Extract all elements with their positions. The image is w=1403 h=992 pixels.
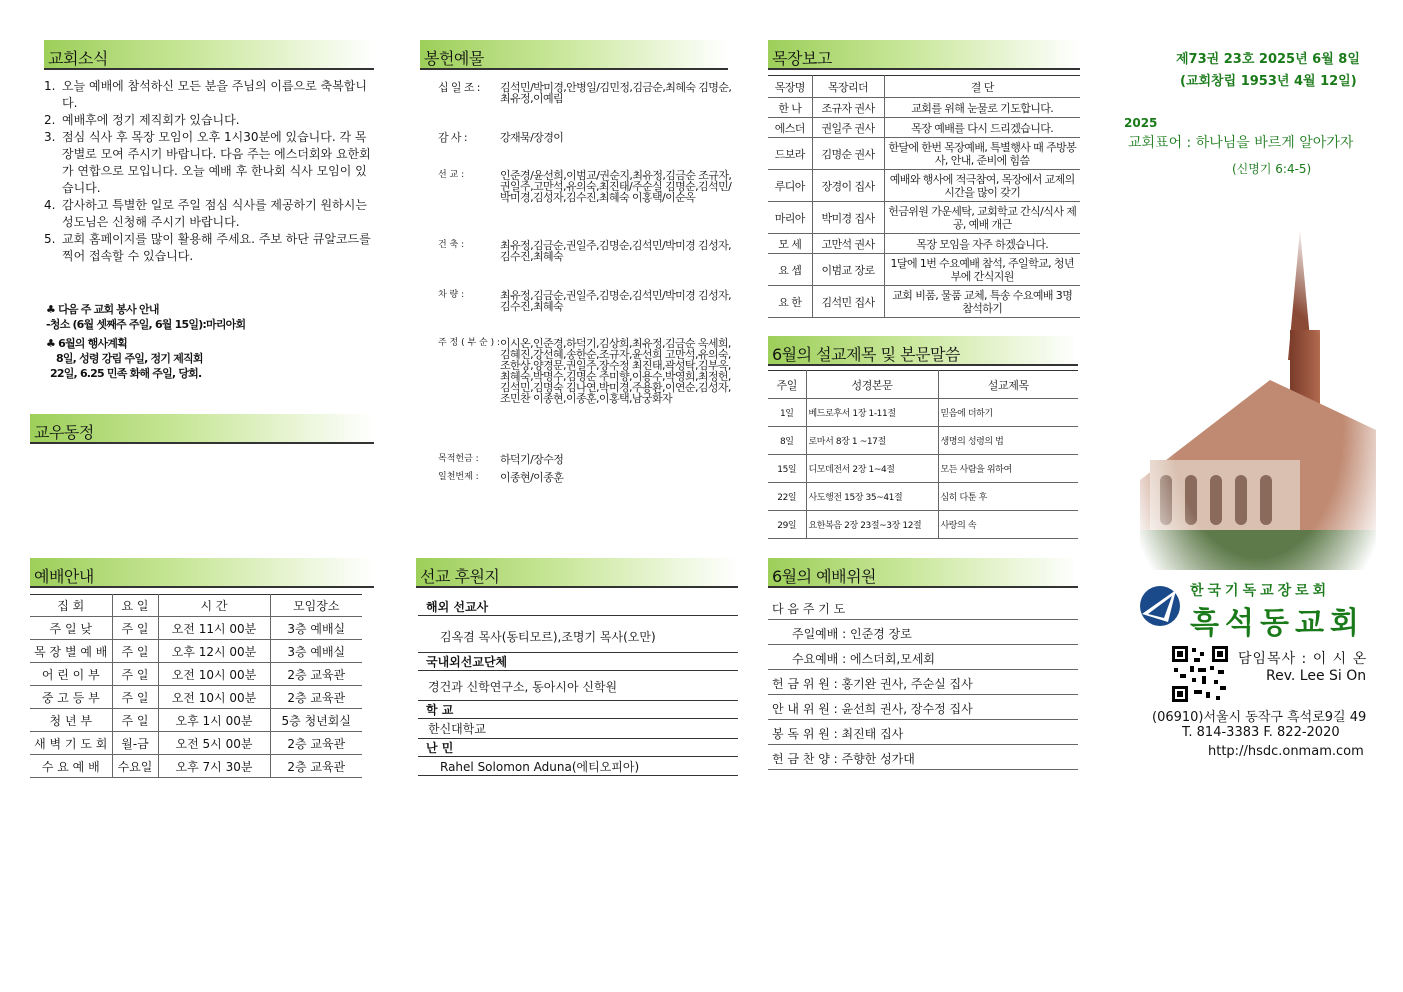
qr-code-icon xyxy=(1170,644,1230,704)
church-phone: T. 814-3383 F. 822-2020 xyxy=(1182,725,1340,740)
issue-line: 제73권 23호 2025년 6월 8일 xyxy=(1176,52,1360,67)
motto-year: 2025 xyxy=(1124,116,1158,130)
mission-header: 선교 후원지 xyxy=(416,558,738,588)
report-table: 목장명 목장리더 결 단 한 나 조규자 권사 교회를 위해 눈물로 기도합니다. 에스더 권일주 권사 목장 예배를 다시 드리겠습니다. 드보라 김명순 권사 한달에 한번 목장예배, 특별행사 때 주방봉사, 안내, 준비에 힘씀 루디아 장경이 집사 예배와 행사에 적극참여, 목장에서 교제의 시간을 많이 갖기 마리아 박미경 집사 헌금위원 가운세탁, 교회학교 간식/식사 제공, 예배 개근 모 세 고만석 권사 목장 모임을 자주 하겠습니다. 요 셉 이범교 장로 1달에 1번 수요예배 참석, 주일학교, 청년부에 간식지원 요 한 김석민 집사 교회 비품, 물품 교체, 특송 수요예배 3명 참석하기 xyxy=(768,75,1080,318)
news-item: 1. 오늘 예배에 참석하신 모든 분을 주님의 이름으로 축복합니다. xyxy=(44,79,367,110)
news-header: 교회소식 xyxy=(44,40,374,70)
news-item: 4. 감사하고 특별한 일로 주일 점심 식사를 제공하기 원하시는 성도님은 신청해 주시기 바랍니다. xyxy=(44,198,367,229)
denomination: 한국기독교장로회 xyxy=(1190,583,1331,599)
worship-header: 예배안내 xyxy=(30,558,374,588)
pastor-name-en: Rev. Lee Si On xyxy=(1266,668,1367,684)
church-website[interactable]: http://hsdc.onmam.com xyxy=(1208,744,1364,759)
news-item: 3. 점심 식사 후 목장 모임이 오후 1시30분에 있습니다. 각 목장별로 모여 주시기 바랍니다. 다음 주는 에스더회와 요한회가 연합으로 모입니다. 오늘 예배 후 한나회 식사 모임이 있습니다. xyxy=(44,130,371,195)
church-logo-icon xyxy=(1138,584,1182,628)
church-building-image xyxy=(1140,230,1376,590)
motto-text: 교회표어 : 하나님을 바르게 알아가자 xyxy=(1128,135,1354,151)
offering-header: 봉헌예물 xyxy=(420,40,728,70)
news-item: 2. 예배후에 정기 제직회가 있습니다. xyxy=(44,113,240,127)
committee-header: 6월의 예배위원 xyxy=(768,558,1078,588)
worship-table: 집 회 요 일 시 간 모임장소 주 일 낮 주 일 오전 11시 00분 3층 예배실 목 장 별 예 배 주 일 오후 12시 00분 3층 예배실 어 린 이 부 주 일 오전 10시 00분 2층 교육관 중 고 등 부 주 일 오전 10시 00분 2층 교육관 청 년 부 주 일 오후 1시 00분 5층 청년회실 새 벽 기 도 회 월-금 오전 5시 00분 2층 교육관 수 요 예 배 수요일 오후 7시 30분 2층 교육관 xyxy=(30,594,362,778)
sermon-header: 6월의 설교제목 및 본문말씀 xyxy=(768,336,1078,366)
pastor-name: 담임목사 : 이 시 온 xyxy=(1238,651,1368,667)
church-address: (06910)서울시 동작구 흑석로9길 49 xyxy=(1152,710,1367,725)
founding-line: (교회창립 1953년 4월 12일) xyxy=(1180,74,1357,89)
june-events: ♣ 6월의 행사계획 8일, 성령 강림 주일, 정기 제직회 22일, 6.25 민족 화해 주일, 당회. xyxy=(46,337,203,380)
members-header: 교우동정 xyxy=(30,414,374,444)
motto-verse: (신명기 6:4-5) xyxy=(1232,162,1312,176)
service-next: ♣ 다음 주 교회 봉사 안내 -청소 (6월 셋째주 주일, 6월 15일):마리아회 xyxy=(46,303,246,331)
news-list xyxy=(44,78,374,265)
church-name: 흑석동교회 xyxy=(1190,606,1365,641)
news-item: 5. 교회 홈페이지를 많이 활용해 주세요. 주보 하단 큐알코드를 찍어 접속할 수 있습니다. xyxy=(44,232,371,263)
sermon-table: 주일 성경본문 설교제목 1일 베드로후서 1장 1-11절 믿음에 더하기 8일 로마서 8장 1 ~17절 생명의 성령의 법 15일 디모데전서 2장 1~4절 모든 사람을 위하여 22일 사도행전 15장 35~41절 심히 다툰 후 29일 요한복음 2장 23절~3장 12절 사랑의 속 xyxy=(768,370,1078,539)
report-header: 목장보고 xyxy=(768,40,1080,70)
